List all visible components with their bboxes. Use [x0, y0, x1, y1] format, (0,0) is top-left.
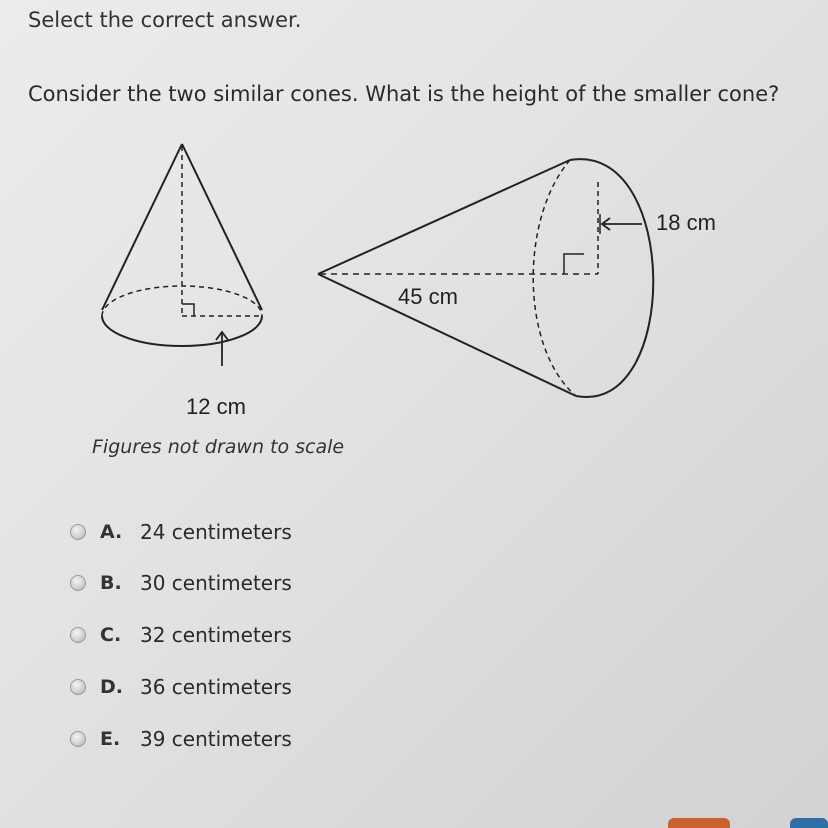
question-text: Consider the two similar cones. What is the height of the smaller cone? [28, 82, 780, 106]
option-letter: C. [100, 624, 122, 646]
radio-icon[interactable] [70, 731, 86, 747]
instruction-text: Select the correct answer. [28, 8, 302, 32]
option-a[interactable] [70, 514, 370, 550]
option-text: 36 centimeters [140, 675, 292, 699]
option-e[interactable] [70, 721, 370, 757]
option-text: 32 centimeters [140, 623, 292, 647]
small-cone [102, 144, 262, 366]
radio-icon[interactable] [70, 627, 86, 643]
option-d[interactable] [70, 669, 370, 705]
radio-icon[interactable] [70, 679, 86, 695]
option-letter: A. [100, 521, 123, 543]
cones-figure [90, 138, 750, 438]
option-text: 39 centimeters [140, 727, 292, 751]
option-letter: E. [100, 728, 121, 750]
figure-caption: Figures not drawn to scale [92, 436, 345, 458]
option-text: 30 centimeters [140, 571, 292, 595]
option-c[interactable] [70, 617, 370, 653]
option-letter: B. [100, 572, 122, 594]
radio-icon[interactable] [70, 524, 86, 540]
orange-button-edge[interactable] [668, 818, 730, 828]
radio-icon[interactable] [70, 575, 86, 591]
blue-button-edge[interactable] [790, 818, 828, 828]
large-cone-radius-label: 18 cm [656, 210, 716, 235]
large-cone [318, 159, 653, 397]
option-letter: D. [100, 676, 123, 698]
option-b[interactable] [70, 565, 370, 601]
small-cone-radius-label: 12 cm [186, 394, 246, 419]
large-cone-height-label: 45 cm [398, 284, 458, 309]
option-text: 24 centimeters [140, 520, 292, 544]
